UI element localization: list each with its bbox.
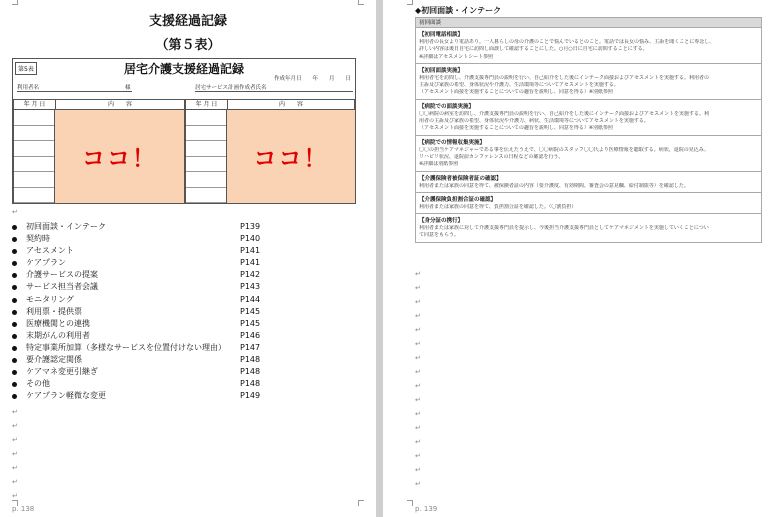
return-mark: ↵	[12, 436, 18, 444]
return-mark: ↵	[12, 464, 18, 472]
record-sections	[416, 28, 761, 242]
bullet-icon	[12, 358, 17, 363]
crop-mark	[407, 0, 413, 5]
toc-item	[12, 233, 264, 245]
record-section-title: 【介護保険者被保険者証の確認】	[419, 175, 502, 182]
table-header: 初回面談	[416, 18, 761, 28]
bullet-icon	[12, 249, 17, 254]
form-col-date: 年 月 日	[13, 99, 56, 110]
record-section	[416, 64, 761, 100]
record-line: 利用者または家族の同意を得て、負担割合証を確認した。（〇割負担）	[419, 203, 577, 210]
form-planner-label: 居宅サービス計画作成者氏名	[195, 85, 267, 91]
form-col-date: 年 月 日	[185, 99, 228, 110]
record-line: （アセスメント面接を実施することについての趣旨を説明し、同意を得る）※別紙参照	[419, 125, 614, 132]
record-section	[416, 193, 761, 214]
record-line: 利用者宅を訪問し、介護支援専門員の説明を行い、自己紹介をした後にインテーク面接およびアセスメントを実施する。利用者の	[419, 74, 709, 81]
return-mark: ↵	[415, 480, 421, 488]
toc-item-page: P148	[240, 367, 261, 377]
bullet-icon	[12, 394, 17, 399]
record-section	[416, 214, 761, 242]
toc-item-page: P148	[240, 355, 261, 365]
record-line: ※詳細は別紙参照	[419, 161, 459, 168]
record-section-title: 【初回面談実施】	[419, 67, 464, 74]
toc-item-label: 介護サービスの提案	[26, 270, 98, 280]
toc-item	[12, 342, 264, 354]
highlight-left	[55, 110, 185, 203]
return-mark: ↵	[12, 492, 18, 500]
return-mark: ↵	[415, 382, 421, 390]
toc-item-page: P139	[240, 222, 261, 231]
record-section	[416, 136, 761, 172]
return-mark: ↵	[415, 438, 421, 446]
toc-item-page: P146	[240, 330, 261, 340]
record-line: 主訴及び家族の希望、身体状況や介護力、生活環境等についてアセスメントを実施する。	[419, 82, 619, 89]
record-line: 〇〇病院の病室を訪問し、介護支援専門員の説明を行い、自己紹介をした後にインテーク面接およびアセスメントを実施する。利	[419, 110, 709, 117]
form-preview	[12, 58, 356, 204]
toc-item	[12, 245, 264, 257]
page-title: 支援経過記録	[148, 14, 227, 29]
toc-item	[12, 294, 264, 306]
form-user-label: 利用者名	[17, 85, 40, 91]
return-mark: ↵	[12, 450, 18, 458]
return-mark: ↵	[415, 410, 421, 418]
form-underline	[17, 91, 132, 92]
return-mark: ↵	[415, 396, 421, 404]
form-col-content: 内 容	[55, 99, 185, 110]
bullet-icon	[12, 346, 17, 351]
page-right	[383, 0, 784, 517]
record-line: 〇〇の担当ケアマネジャーである事を伝えたうえで、〇〇病院のスタッフ〇〇氏より医療情報を聴取する。病状、退院の見込み、	[419, 146, 710, 153]
return-mark: ↵	[12, 422, 18, 430]
bullet-icon	[12, 334, 17, 339]
toc-item-page: P147	[240, 342, 261, 352]
toc-item-page: P144	[240, 294, 261, 304]
record-line: 利用者の長女より電話あり。一人暮らしの母の介護のことで悩んでいるとのこと。電話では長女の悩み、主訴を聞くことに専念し、	[419, 39, 715, 45]
form-sama: 様	[125, 85, 131, 91]
return-mark: ↵	[415, 340, 421, 348]
toc-item-label: モニタリング	[26, 294, 74, 304]
section-heading: ◆初回面談・インテーク	[415, 6, 502, 15]
record-line: 詳しい内容は後日自宅に訪問し面談して確認することにした。○月○日に自宅に訪問することにする。	[419, 46, 648, 53]
bullet-icon	[12, 310, 17, 315]
toc-item-label: その他	[26, 379, 50, 389]
return-mark: ↵	[415, 354, 421, 362]
bullet-icon	[12, 370, 17, 375]
toc-item-page: P141	[240, 246, 261, 256]
bullet-icon	[12, 382, 17, 387]
bullet-icon	[12, 285, 17, 290]
page-subtitle: （第５表）	[155, 38, 221, 53]
record-line: リハビリ状況、退院前カンファレンスの日程などの確認を行う。	[419, 153, 564, 160]
page-left	[0, 0, 376, 517]
toc-item	[12, 354, 264, 366]
record-section	[416, 172, 761, 193]
toc-item-label: 利用票・提供票	[26, 306, 82, 316]
record-section-title: 【病院での面談実施】	[419, 103, 475, 110]
toc-item-page: P149	[240, 391, 261, 401]
bullet-icon	[12, 225, 17, 230]
return-mark: ↵	[415, 298, 421, 306]
bullet-icon	[12, 298, 17, 303]
toc-item-label: 特定事業所加算（多様なサービスを位置付けない理由）	[26, 342, 226, 352]
return-mark: ↵	[415, 424, 421, 432]
toc-item-label: 末期がんの利用者	[26, 330, 90, 340]
toc-item	[12, 330, 264, 342]
record-line: ※詳細はアセスメントシート参照	[419, 53, 494, 60]
form-created-date: 作成年月日 年 月 日	[273, 76, 351, 82]
record-line: （アセスメント面接を実施することについての趣旨を説明し、同意を得る）※別紙参照	[419, 89, 614, 96]
toc-item-page: P141	[240, 258, 261, 268]
record-table	[415, 17, 762, 243]
toc-item-label: 契約時	[26, 234, 50, 244]
return-mark: ↵	[12, 208, 18, 216]
record-section-title: 【身分証の携行】	[419, 218, 464, 225]
page-number: p. 138	[12, 505, 35, 513]
toc-item	[12, 257, 264, 269]
crop-mark	[407, 500, 413, 506]
toc-item	[12, 221, 264, 233]
record-line: て同意をもらう。	[419, 232, 460, 239]
page-gutter	[376, 0, 383, 517]
toc-item-page: P140	[240, 234, 261, 244]
toc-item-label: ケアマネ変更引継ぎ	[26, 367, 98, 377]
record-line: 利用者または家族に対して介護支援専門員を提示し、今後担当介護支援専門員としてケアマネジメントを実施していくことについ	[419, 225, 709, 232]
toc-item	[12, 269, 264, 281]
record-section-title: 【病院での情報収集実施】	[419, 139, 486, 146]
toc-item-page: P143	[240, 282, 261, 292]
toc-item-page: P148	[240, 379, 261, 389]
return-mark: ↵	[415, 466, 421, 474]
toc-item-page: P145	[240, 306, 261, 316]
bullet-icon	[12, 273, 17, 278]
form-title: 居宅介護支援経過記録	[123, 62, 244, 76]
return-mark: ↵	[415, 452, 421, 460]
record-line: 利用者または家族の同意を得て、被保険者証の内容（要介護度、有効期間、審査会の意見欄、給付制限等）を確認した。	[419, 182, 689, 189]
form-underline	[195, 91, 353, 92]
toc-item-label: ケアプラン軽微な変更	[26, 391, 106, 401]
bullet-icon	[12, 261, 17, 266]
return-mark: ↵	[12, 408, 18, 416]
return-mark: ↵	[415, 326, 421, 334]
form-date-column	[185, 110, 227, 203]
crop-mark	[358, 500, 364, 506]
highlight-text: ココ！	[82, 146, 157, 172]
toc-item	[12, 366, 264, 378]
bullet-icon	[12, 237, 17, 242]
toc-item-label: アセスメント	[26, 246, 74, 256]
record-section	[416, 100, 761, 136]
toc-item	[12, 281, 264, 293]
record-section-title: 【介護保険負担割合証の確認】	[419, 196, 497, 203]
bullet-icon	[12, 322, 17, 327]
crop-mark	[12, 0, 18, 5]
toc-item-label: サービス担当者会議	[26, 282, 98, 292]
highlight-right	[227, 110, 355, 203]
record-line: 用者の主訴及び家族の希望、身体状況や介護力、病状、生活環境等についてアセスメントを実施する。	[419, 118, 649, 125]
page-number: p. 139	[415, 505, 438, 513]
record-section	[416, 28, 761, 64]
toc-item	[12, 306, 264, 318]
return-mark: ↵	[415, 368, 421, 376]
toc-item	[12, 390, 264, 402]
toc-item-page: P145	[240, 318, 261, 328]
return-mark: ↵	[415, 270, 421, 278]
toc-item-label: ケアプラン	[26, 258, 66, 268]
return-mark: ↵	[415, 284, 421, 292]
toc-item	[12, 318, 264, 330]
toc-item-label: 初回面談・インテーク	[26, 222, 106, 231]
return-mark: ↵	[415, 312, 421, 320]
form-date-column	[13, 110, 55, 203]
record-section-title: 【初回電話相談】	[419, 32, 464, 38]
return-mark: ↵	[12, 478, 18, 486]
highlight-text: ココ！	[253, 146, 329, 172]
toc-item-page: P142	[240, 270, 261, 280]
form-badge: 第5表	[15, 62, 37, 75]
toc-item-label: 医療機関との連携	[26, 318, 90, 328]
toc-item	[12, 378, 264, 390]
toc-item-label: 要介護認定関係	[26, 355, 82, 365]
form-col-content: 内 容	[227, 99, 355, 110]
toc-list	[12, 221, 264, 402]
crop-mark	[358, 0, 364, 5]
